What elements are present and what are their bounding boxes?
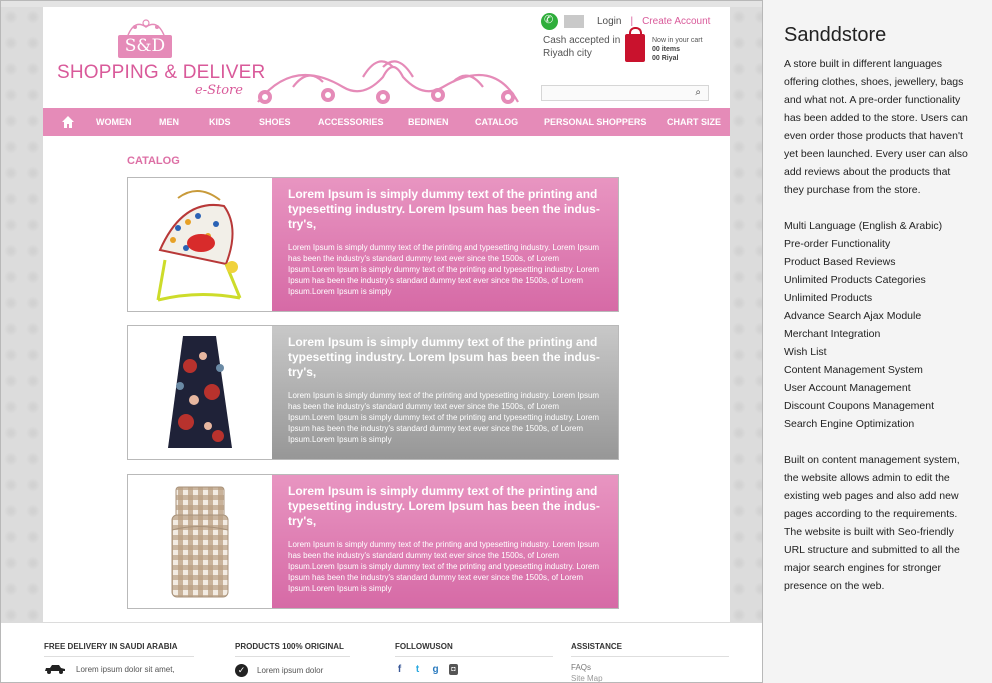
feature-item: Discount Coupons Management — [784, 400, 935, 412]
check-icon: ✓ — [235, 664, 248, 677]
feature-item: Unlimited Products — [784, 292, 873, 304]
home-icon[interactable] — [61, 115, 75, 129]
footer-follow-title: FOLLOWUSON — [395, 642, 553, 657]
create-account-link[interactable]: Create Account — [642, 15, 711, 27]
cart-summary[interactable] — [652, 36, 703, 63]
logo-tagline: e-Store — [195, 83, 243, 98]
store-page — [43, 7, 730, 622]
twitter-icon[interactable]: t — [415, 664, 420, 675]
footer-original-title: PRODUCTS 100% ORIGINAL — [235, 642, 350, 657]
floral-skirt-image — [128, 326, 272, 459]
right-damask-pattern — [729, 7, 762, 622]
footer-assistance-title: ASSISTANCE — [571, 642, 729, 657]
panel-title: Sanddstore — [784, 24, 887, 46]
feature-item: Product Based Reviews — [784, 256, 896, 268]
catalog-card[interactable] — [127, 474, 619, 609]
nav-item-chart-size[interactable]: CHART SIZE — [667, 117, 721, 127]
login-link[interactable]: Login — [597, 15, 622, 27]
floral-ornament-icon — [253, 47, 523, 109]
nav-item-personal-shoppers[interactable]: PERSONAL SHOPPERS — [544, 117, 647, 127]
card-heading: Lorem Ipsum is simply dummy text of the printing and typesetting industry. Lorem Ipsum has been the indus-try's, — [288, 484, 600, 528]
car-icon — [44, 664, 66, 674]
link-separator: | — [630, 15, 634, 27]
nav-item-accessories[interactable]: ACCESSORIES — [318, 117, 384, 127]
crown-ornament-icon — [125, 17, 167, 37]
cart-items: 00 items — [652, 46, 681, 53]
cash-info-text: Cash accepted in Riyadh city — [543, 35, 621, 59]
feature-item: Search Engine Optimization — [784, 418, 915, 430]
main-nav — [43, 108, 730, 136]
catalog-card[interactable] — [127, 325, 619, 460]
project-description-panel — [763, 0, 992, 683]
card-heading: Lorem Ipsum is simply dummy text of the printing and typesetting industry. Lorem Ipsum has been the indus-try's, — [288, 335, 600, 379]
top-links — [541, 11, 710, 31]
card-text: Lorem Ipsum is simply dummy text of the printing and typesetting industry. Lorem Ipsum has been the industry's standard dummy text ever since the 1500s, of Lorem Ipsum.Lorem Ipsum is simply dummy text of the printing and typesetting industry. Lorem Ipsum has been the industry's standard dummy text ever since the 1500s, of Lorem Ipsum.Lorem Ipsum is simply — [288, 391, 600, 444]
footer-link-sitemap[interactable]: Site Map — [571, 674, 603, 683]
card-text: Lorem Ipsum is simply dummy text of the printing and typesetting industry. Lorem Ipsum has been the industry's standard dummy text ever since the 1500s, of Lorem Ipsum.Lorem Ipsum is simply dummy text of the printing and typesetting industry. Lorem Ipsum has been the industry's standard dummy text ever since the 1500s, of Lorem Ipsum.Lorem Ipsum is simply — [288, 540, 600, 593]
footer-follow — [395, 642, 553, 675]
feature-item: Content Management System — [784, 364, 923, 376]
footer-original-text: Lorem ipsum dolor — [257, 666, 324, 675]
panel-outro: Built on content management system, the website allows admin to edit the existing web pages and also add new pages according to the requirements. The website is built with Seo-friendly URL structure and submitted to all the major search engines for stronger presence on the web. — [784, 454, 960, 592]
feature-list — [784, 217, 972, 433]
card-heading: Lorem Ipsum is simply dummy text of the printing and typesetting industry. Lorem Ipsum has been the indus-try's, — [288, 187, 600, 231]
footer-assistance — [571, 642, 729, 683]
site-footer — [1, 622, 762, 683]
nav-item-men[interactable]: MEN — [159, 117, 179, 127]
nav-item-catalog[interactable]: CATALOG — [475, 117, 519, 127]
store-logo[interactable] — [55, 17, 266, 99]
whatsapp-icon[interactable] — [541, 13, 558, 30]
panel-intro: A store built in different languages offering clothes, shoes, jewellery, bags and what not. A pre-order functionality has been added to the store. Users can even order those products that haven't yet been launched. Every user can also add reviews about the products that they purchase from the store. — [784, 58, 968, 196]
checkered-bedding-image — [128, 475, 272, 608]
feature-item: Advance Search Ajax Module — [784, 310, 922, 322]
nav-item-bedinen[interactable]: BEDINEN — [408, 117, 449, 127]
google-plus-icon[interactable]: g — [432, 664, 439, 675]
card-content — [272, 475, 618, 608]
footer-delivery-title: FREE DELIVERY IN SAUDI ARABIA — [44, 642, 194, 657]
feature-item: Unlimited Products Categories — [784, 274, 926, 286]
nav-item-kids[interactable]: KIDS — [209, 117, 231, 127]
footer-original — [235, 642, 350, 677]
feature-item: Merchant Integration — [784, 328, 881, 340]
catalog-card[interactable] — [127, 177, 619, 312]
nav-item-shoes[interactable]: SHOES — [259, 117, 291, 127]
logo-name: SHOPPING & DELIVER — [57, 62, 266, 83]
cart-amount: 00 Riyal — [652, 55, 679, 62]
baby-bouncer-image — [128, 178, 272, 311]
search-input[interactable] — [541, 85, 709, 101]
left-damask-pattern — [1, 7, 43, 622]
feature-item: Wish List — [784, 346, 827, 358]
feature-item: Multi Language (English & Arabic) — [784, 220, 943, 232]
footer-delivery — [44, 642, 194, 674]
catalog-title: CATALOG — [127, 155, 180, 167]
instagram-icon[interactable]: ◘ — [449, 664, 458, 675]
facebook-icon[interactable]: f — [397, 664, 402, 675]
nav-item-women[interactable]: WOMEN — [96, 117, 132, 127]
footer-delivery-text: Lorem ipsum dolor sit amet, — [76, 664, 175, 674]
feature-item: User Account Management — [784, 382, 911, 394]
cart-label: Now in your cart — [652, 37, 703, 44]
logo-badge: S&D — [118, 35, 172, 58]
feature-item: Pre-order Functionality — [784, 238, 891, 250]
card-text: Lorem Ipsum is simply dummy text of the printing and typesetting industry. Lorem Ipsum has been the industry's standard dummy text ever since the 1500s, of Lorem Ipsum.Lorem Ipsum is simply dummy text of the printing and typesetting industry. Lorem Ipsum has been the industry's standard dummy text ever since the 1500s, of Lorem Ipsum.Lorem Ipsum is simply — [288, 243, 600, 296]
shopping-bag-icon[interactable] — [625, 34, 645, 62]
card-content — [272, 178, 618, 311]
search-icon[interactable]: ⌕ — [695, 87, 701, 98]
card-content — [272, 326, 618, 459]
mail-icon[interactable] — [564, 15, 584, 28]
footer-link-faqs[interactable]: FAQs — [571, 663, 592, 672]
